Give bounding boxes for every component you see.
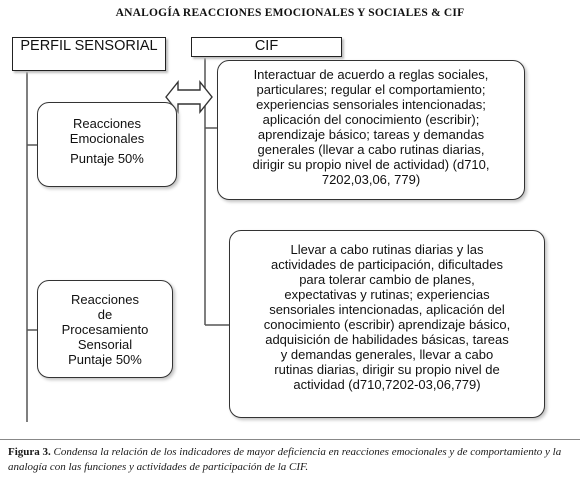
- box-line: particulares; regular el comportamiento;: [256, 82, 486, 97]
- box-line: Procesamiento: [61, 322, 149, 337]
- box-line: actividades de participación, dificultades: [271, 257, 503, 272]
- box-line: actividad (d710,7202-03,06,779): [293, 377, 481, 392]
- box-line: Llevar a cabo rutinas diarias y las: [290, 242, 484, 257]
- box-line: 7202,03,06, 779): [321, 172, 421, 187]
- box-line: de: [97, 307, 113, 322]
- figure-caption: [8, 445, 574, 475]
- box-line: Puntaje 50%: [68, 352, 142, 367]
- box-line: Interactuar de acuerdo a reglas sociales,: [253, 67, 489, 82]
- header-perfil-label: PERFIL SENSORIAL: [20, 38, 158, 54]
- box-line: y demandas generales, llevar a cabo: [280, 347, 494, 362]
- box-line: aplicación del conocimiento (escribir);: [262, 112, 480, 127]
- box-line: Sensorial: [77, 337, 133, 352]
- box-line: generales (llevar a cabo rutinas diarias,: [257, 142, 485, 157]
- caption-label: Figura 3.: [8, 446, 51, 458]
- box-line: Reacciones: [71, 292, 139, 307]
- header-cif-label: CIF: [254, 38, 279, 54]
- box-line: Emocionales: [69, 131, 145, 146]
- caption-text: Condensa la relación de los indicadores de mayor deficiencia en reacciones emocionales y de comportamiento y la analogía con las funciones y actividades de participación de la CIF.: [8, 446, 562, 473]
- box-line: rutinas diarias, dirigir su propio nivel de: [274, 362, 500, 377]
- box-line: dirigir su propio nivel de actividad) (d710,: [252, 157, 490, 172]
- box-line: Puntaje 50%: [70, 151, 144, 166]
- box-reacciones-emocionales: [37, 102, 177, 187]
- figure-title: ANALOGÍA REACCIONES EMOCIONALES Y SOCIALES & CIF: [115, 7, 465, 19]
- box-line: aprendizaje básico; tareas y demandas: [257, 127, 485, 142]
- box-cif-interactuar: [217, 60, 525, 200]
- caption-divider: [0, 439, 580, 440]
- box-line: sensoriales intencionadas, aplicación del: [269, 302, 505, 317]
- box-line: experiencias sensoriales intencionadas;: [256, 97, 486, 112]
- box-line: conocimiento (escribir) aprendizaje básico,: [263, 317, 511, 332]
- box-reacciones-procesamiento: [37, 280, 173, 378]
- box-line: expectativas y rutinas; experiencias: [284, 287, 490, 302]
- box-line: adquisición de habilidades básicas, tareas: [265, 332, 509, 347]
- box-line: Reacciones: [73, 116, 141, 131]
- box-cif-rutinas: [229, 230, 545, 418]
- header-cif: [191, 37, 342, 57]
- header-perfil-sensorial: [12, 37, 166, 71]
- box-line: para tolerar cambio de planes,: [299, 272, 475, 287]
